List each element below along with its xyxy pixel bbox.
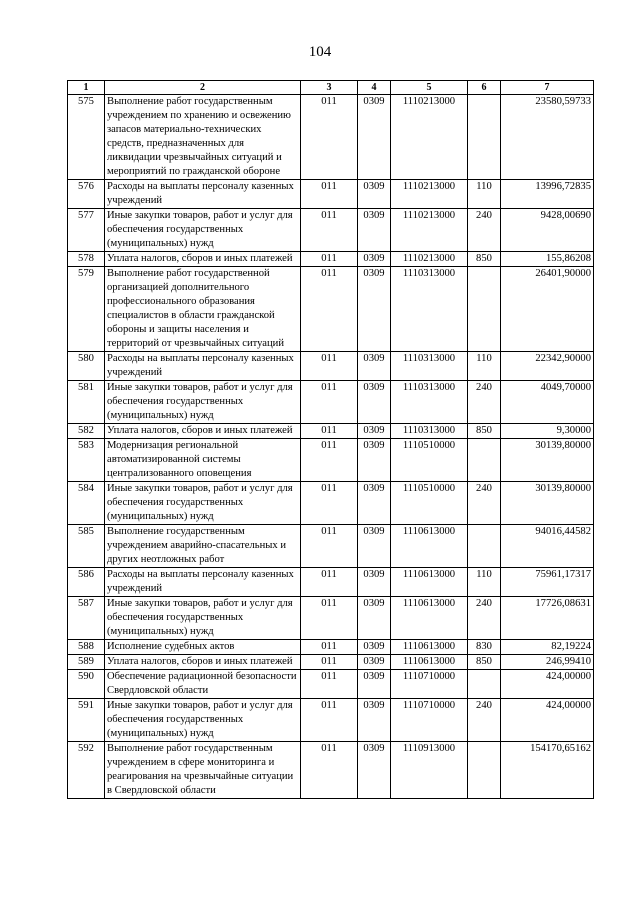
row-target-code-cell: 1110213000 bbox=[391, 252, 468, 267]
row-number-cell: 591 bbox=[68, 699, 105, 742]
row-number-cell: 575 bbox=[68, 95, 105, 180]
row-name-cell: Расходы на выплаты персоналу казенных учреждений bbox=[105, 568, 301, 597]
row-dept-code-cell: 011 bbox=[301, 525, 358, 568]
table-row bbox=[68, 209, 594, 252]
header-row bbox=[68, 81, 594, 95]
row-dept-code-cell: 011 bbox=[301, 742, 358, 799]
row-name-cell: Выполнение государственным учреждением аварийно-спасательных и других неотложных работ bbox=[105, 525, 301, 568]
row-section-code-cell: 0309 bbox=[358, 699, 391, 742]
row-target-code-cell: 1110710000 bbox=[391, 670, 468, 699]
row-number-cell: 589 bbox=[68, 655, 105, 670]
row-number-cell: 587 bbox=[68, 597, 105, 640]
row-type-code-cell: 110 bbox=[468, 568, 501, 597]
row-type-code-cell: 240 bbox=[468, 381, 501, 424]
table-row bbox=[68, 525, 594, 568]
row-number-cell: 582 bbox=[68, 424, 105, 439]
row-name-cell: Иные закупки товаров, работ и услуг для обеспечения государственных (муниципальных) нужд bbox=[105, 597, 301, 640]
row-target-code-cell: 1110213000 bbox=[391, 95, 468, 180]
row-target-code-cell: 1110313000 bbox=[391, 381, 468, 424]
row-number-cell: 577 bbox=[68, 209, 105, 252]
row-target-code-cell: 1110313000 bbox=[391, 267, 468, 352]
row-name-cell: Иные закупки товаров, работ и услуг для обеспечения государственных (муниципальных) нужд bbox=[105, 699, 301, 742]
row-section-code-cell: 0309 bbox=[358, 381, 391, 424]
row-name-cell: Расходы на выплаты персоналу казенных учреждений bbox=[105, 180, 301, 209]
row-name-cell: Иные закупки товаров, работ и услуг для обеспечения государственных (муниципальных) нужд bbox=[105, 482, 301, 525]
table-row bbox=[68, 381, 594, 424]
row-amount-cell: 9428,00690 bbox=[501, 209, 594, 252]
table-row bbox=[68, 252, 594, 267]
row-name-cell: Выполнение работ государственным учреждением по хранению и освежению запасов материально-технических средств, предназначенных для ликвидации чрезвычайных ситуаций и мероприятий по гражданской обороне bbox=[105, 95, 301, 180]
row-target-code-cell: 1110913000 bbox=[391, 742, 468, 799]
row-amount-cell: 30139,80000 bbox=[501, 482, 594, 525]
row-target-code-cell: 1110613000 bbox=[391, 568, 468, 597]
header-cell: 3 bbox=[301, 81, 358, 95]
row-section-code-cell: 0309 bbox=[358, 482, 391, 525]
row-dept-code-cell: 011 bbox=[301, 209, 358, 252]
row-target-code-cell: 1110710000 bbox=[391, 699, 468, 742]
row-type-code-cell bbox=[468, 670, 501, 699]
row-type-code-cell bbox=[468, 525, 501, 568]
row-target-code-cell: 1110613000 bbox=[391, 525, 468, 568]
row-amount-cell: 424,00000 bbox=[501, 699, 594, 742]
row-section-code-cell: 0309 bbox=[358, 525, 391, 568]
row-amount-cell: 4049,70000 bbox=[501, 381, 594, 424]
row-target-code-cell: 1110213000 bbox=[391, 180, 468, 209]
row-section-code-cell: 0309 bbox=[358, 180, 391, 209]
row-type-code-cell bbox=[468, 95, 501, 180]
row-dept-code-cell: 011 bbox=[301, 381, 358, 424]
row-amount-cell: 9,30000 bbox=[501, 424, 594, 439]
row-amount-cell: 17726,08631 bbox=[501, 597, 594, 640]
row-amount-cell: 22342,90000 bbox=[501, 352, 594, 381]
table-row bbox=[68, 95, 594, 180]
row-dept-code-cell: 011 bbox=[301, 180, 358, 209]
table-row bbox=[68, 742, 594, 799]
row-dept-code-cell: 011 bbox=[301, 95, 358, 180]
row-dept-code-cell: 011 bbox=[301, 699, 358, 742]
row-amount-cell: 424,00000 bbox=[501, 670, 594, 699]
row-amount-cell: 246,99410 bbox=[501, 655, 594, 670]
row-type-code-cell: 240 bbox=[468, 209, 501, 252]
page-number: 104 bbox=[308, 44, 332, 60]
row-type-code-cell: 850 bbox=[468, 655, 501, 670]
row-amount-cell: 94016,44582 bbox=[501, 525, 594, 568]
row-name-cell: Расходы на выплаты персоналу казенных учреждений bbox=[105, 352, 301, 381]
row-section-code-cell: 0309 bbox=[358, 597, 391, 640]
row-name-cell: Иные закупки товаров, работ и услуг для обеспечения государственных (муниципальных) нужд bbox=[105, 381, 301, 424]
table-row bbox=[68, 267, 594, 352]
row-dept-code-cell: 011 bbox=[301, 655, 358, 670]
header-cell: 4 bbox=[358, 81, 391, 95]
row-type-code-cell: 240 bbox=[468, 597, 501, 640]
table-row bbox=[68, 670, 594, 699]
row-dept-code-cell: 011 bbox=[301, 482, 358, 525]
row-amount-cell: 75961,17317 bbox=[501, 568, 594, 597]
budget-table bbox=[67, 80, 594, 799]
row-dept-code-cell: 011 bbox=[301, 568, 358, 597]
row-number-cell: 581 bbox=[68, 381, 105, 424]
row-number-cell: 579 bbox=[68, 267, 105, 352]
row-type-code-cell: 110 bbox=[468, 180, 501, 209]
row-dept-code-cell: 011 bbox=[301, 670, 358, 699]
row-type-code-cell: 240 bbox=[468, 482, 501, 525]
row-name-cell: Обеспечение радиационной безопасности Свердловской области bbox=[105, 670, 301, 699]
row-target-code-cell: 1110213000 bbox=[391, 209, 468, 252]
table-row bbox=[68, 597, 594, 640]
row-name-cell: Уплата налогов, сборов и иных платежей bbox=[105, 424, 301, 439]
row-name-cell: Уплата налогов, сборов и иных платежей bbox=[105, 655, 301, 670]
row-section-code-cell: 0309 bbox=[358, 655, 391, 670]
row-name-cell: Выполнение работ государственным учреждением в сфере мониторинга и реагирования на чрезвычайные ситуации в Свердловской области bbox=[105, 742, 301, 799]
row-target-code-cell: 1110313000 bbox=[391, 424, 468, 439]
row-dept-code-cell: 011 bbox=[301, 352, 358, 381]
row-name-cell: Исполнение судебных актов bbox=[105, 640, 301, 655]
row-target-code-cell: 1110510000 bbox=[391, 482, 468, 525]
row-type-code-cell: 850 bbox=[468, 252, 501, 267]
row-dept-code-cell: 011 bbox=[301, 439, 358, 482]
row-number-cell: 586 bbox=[68, 568, 105, 597]
row-section-code-cell: 0309 bbox=[358, 742, 391, 799]
row-dept-code-cell: 011 bbox=[301, 252, 358, 267]
row-target-code-cell: 1110613000 bbox=[391, 655, 468, 670]
row-number-cell: 588 bbox=[68, 640, 105, 655]
row-type-code-cell bbox=[468, 439, 501, 482]
row-section-code-cell: 0309 bbox=[358, 568, 391, 597]
row-number-cell: 584 bbox=[68, 482, 105, 525]
header-cell: 6 bbox=[468, 81, 501, 95]
row-section-code-cell: 0309 bbox=[358, 439, 391, 482]
row-type-code-cell: 240 bbox=[468, 699, 501, 742]
row-number-cell: 590 bbox=[68, 670, 105, 699]
table-row bbox=[68, 699, 594, 742]
table-row bbox=[68, 352, 594, 381]
row-type-code-cell: 110 bbox=[468, 352, 501, 381]
row-amount-cell: 155,86208 bbox=[501, 252, 594, 267]
row-amount-cell: 82,19224 bbox=[501, 640, 594, 655]
row-section-code-cell: 0309 bbox=[358, 424, 391, 439]
row-number-cell: 592 bbox=[68, 742, 105, 799]
header-cell: 5 bbox=[391, 81, 468, 95]
row-section-code-cell: 0309 bbox=[358, 670, 391, 699]
row-amount-cell: 154170,65162 bbox=[501, 742, 594, 799]
table-row bbox=[68, 655, 594, 670]
table-row bbox=[68, 640, 594, 655]
table-row bbox=[68, 568, 594, 597]
row-number-cell: 583 bbox=[68, 439, 105, 482]
row-type-code-cell: 830 bbox=[468, 640, 501, 655]
row-type-code-cell: 850 bbox=[468, 424, 501, 439]
table-body bbox=[68, 95, 594, 799]
row-target-code-cell: 1110510000 bbox=[391, 439, 468, 482]
row-name-cell: Уплата налогов, сборов и иных платежей bbox=[105, 252, 301, 267]
row-target-code-cell: 1110613000 bbox=[391, 597, 468, 640]
row-amount-cell: 30139,80000 bbox=[501, 439, 594, 482]
row-number-cell: 578 bbox=[68, 252, 105, 267]
row-type-code-cell bbox=[468, 742, 501, 799]
row-target-code-cell: 1110613000 bbox=[391, 640, 468, 655]
table-row bbox=[68, 439, 594, 482]
row-section-code-cell: 0309 bbox=[358, 352, 391, 381]
row-amount-cell: 26401,90000 bbox=[501, 267, 594, 352]
table-row bbox=[68, 482, 594, 525]
header-cell: 2 bbox=[105, 81, 301, 95]
row-number-cell: 576 bbox=[68, 180, 105, 209]
row-amount-cell: 23580,59733 bbox=[501, 95, 594, 180]
row-section-code-cell: 0309 bbox=[358, 95, 391, 180]
row-name-cell: Выполнение работ государственной организацией дополнительного профессионального образования специалистов в области гражданской обороны и защиты населения и территорий от чрезвычайных ситуаций bbox=[105, 267, 301, 352]
row-section-code-cell: 0309 bbox=[358, 267, 391, 352]
row-amount-cell: 13996,72835 bbox=[501, 180, 594, 209]
table-row bbox=[68, 424, 594, 439]
header-cell: 7 bbox=[501, 81, 594, 95]
row-name-cell: Модернизация региональной автоматизированной системы централизованного оповещения bbox=[105, 439, 301, 482]
row-section-code-cell: 0309 bbox=[358, 640, 391, 655]
row-target-code-cell: 1110313000 bbox=[391, 352, 468, 381]
row-section-code-cell: 0309 bbox=[358, 252, 391, 267]
row-number-cell: 585 bbox=[68, 525, 105, 568]
row-dept-code-cell: 011 bbox=[301, 597, 358, 640]
table-row bbox=[68, 180, 594, 209]
row-number-cell: 580 bbox=[68, 352, 105, 381]
row-section-code-cell: 0309 bbox=[358, 209, 391, 252]
row-dept-code-cell: 011 bbox=[301, 424, 358, 439]
row-type-code-cell bbox=[468, 267, 501, 352]
row-dept-code-cell: 011 bbox=[301, 267, 358, 352]
row-dept-code-cell: 011 bbox=[301, 640, 358, 655]
row-name-cell: Иные закупки товаров, работ и услуг для обеспечения государственных (муниципальных) нужд bbox=[105, 209, 301, 252]
header-cell: 1 bbox=[68, 81, 105, 95]
